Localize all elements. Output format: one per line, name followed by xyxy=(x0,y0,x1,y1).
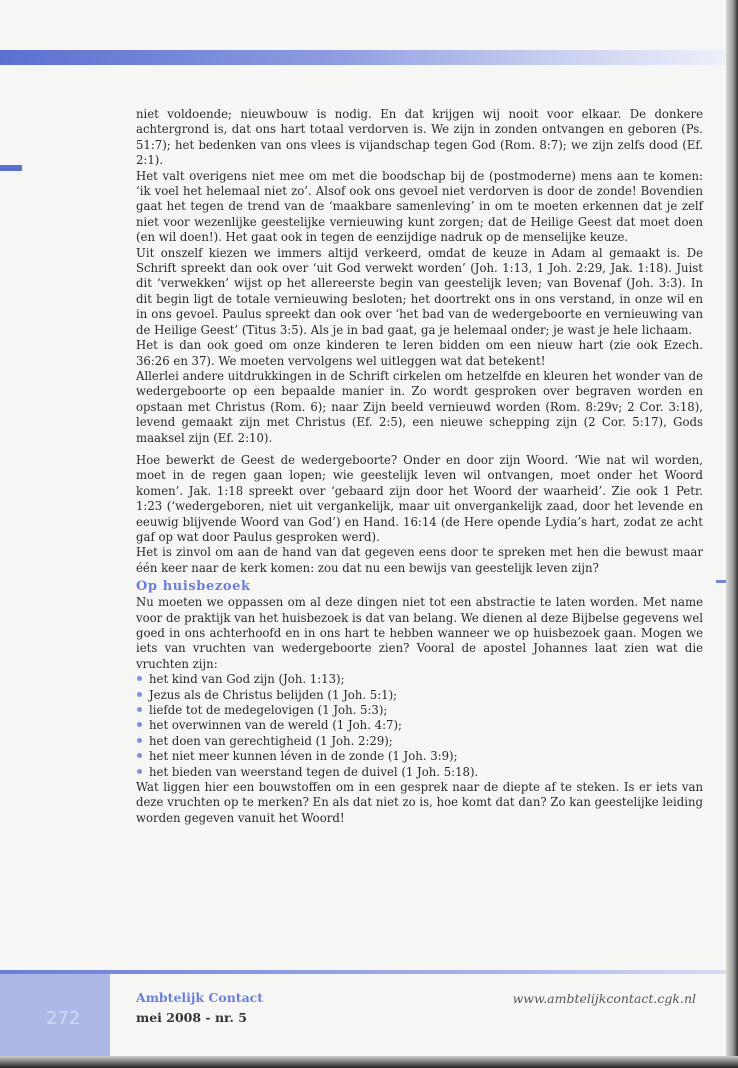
paragraph: Hoe bewerkt de Geest de wedergeboorte? Onder en door zijn Woord. ‘Wie nat wil worden, moet in de regen gaan lopen; wie geestelijk leven wil ontvangen, moet onder het Woord komen’. Jak. 1:18 spreekt over ‘gebaard zijn door het Woord der waarheid’. Zie ook 1 Petr. 1:23 (‘wedergeboren, niet uit vergankelijk, maar uit onvergankelijk zaad, door het levende en eeuwig blijvende Woord van God’) en Hand. 16:14 (de Here opende Lydia’s hart, zodat ze acht gaf op wat door Paulus gesproken werd). xyxy=(136,452,703,544)
paragraph: Het valt overigens niet mee om met die boodschap bij de (postmoderne) mens aan te komen: ‘ik voel het helemaal niet zo’. Alsof ook ons gevoel niet verdorven is door de zonde! Bovendien gaat het tegen de trend van de ‘maakbare samenleving’ in om te moeten erkennen dat je zelf niet voor wezenlijke geestelijke vernieuwing kunt zorgen; dat de Heilige Geest dat moet doen (en wil doen!). Het gaat ook in tegen de eenzijdige nadruk op de menselijke keuze. xyxy=(136,168,703,245)
paragraph: Allerlei andere uitdrukkingen in de Schrift cirkelen om hetzelfde en kleuren het wonder van de wedergeboorte op een bepaalde manier in. Zo wordt gesproken over begraven worden en opstaan met Christus (Rom. 6); naar Zijn beeld vernieuwd worden (Rom. 8:29v; 2 Cor. 3:18), levend gemaakt zijn met Christus (Ef. 2:5), een nieuwe schepping zijn (2 Cor. 5:17), Gods maaksel zijn (Ef. 2:10). xyxy=(136,368,703,445)
list-item: Jezus als de Christus belijden (1 Joh. 5:1); xyxy=(136,688,703,703)
list-item: het niet meer kunnen léven in de zonde (1 Joh. 3:9); xyxy=(136,749,703,764)
paragraph: Het is dan ook goed om onze kinderen te leren bidden om een nieuw hart (zie ook Ezech. 36:26 en 37). We moeten vervolgens wel uitleggen wat dat betekent! xyxy=(136,338,703,368)
page-number: 272 xyxy=(46,1008,81,1029)
list-item: het kind van God zijn (Joh. 1:13); xyxy=(136,672,703,687)
website-url: www.ambtelijkcontact.cgk.nl xyxy=(512,991,696,1006)
closing-paragraph: Wat liggen hier een bouwstoffen om in een gesprek naar de diepte af te steken. Is er iets van deze vruchten op te merken? En als dat niet zo is, hoe komt dat dan? Zo kan geestelijke leiding worden gegeven vanuit het Woord! xyxy=(136,780,703,825)
bullet-icon xyxy=(137,676,142,681)
scan-edge xyxy=(0,1056,738,1068)
scan-edge xyxy=(726,0,738,1068)
bullet-icon xyxy=(137,738,142,743)
edge-marker xyxy=(716,580,726,583)
paragraph: niet voldoende; nieuwbouw is nodig. En dat krijgen wij nooit voor elkaar. De donkere achtergrond is, dat ons hart totaal verdorven is. We zijn in zonden ontvangen en geboren (Ps. 51:7); het bedenken van ons vlees is vijandschap tegen God (Rom. 8:7); we zijn zelfs dood (Ef. 2:1). xyxy=(136,107,703,168)
bullet-icon xyxy=(137,722,142,727)
section-intro: Nu moeten we oppassen om al deze dingen niet tot een abstractie te laten worden. Met name voor de praktijk van het huisbezoek is dat van belang. We dienen al deze Bijbelse gegevens wel goed in ons achterhoofd en in ons hart te hebben wanneer we op huisbezoek gaan. Mogen we iets van vruchten van wedergeboorte zien? Vooral de apostel Johannes laat zien wat die vruchten zijn: xyxy=(136,595,703,671)
list-item: het bieden van weerstand tegen de duivel (1 Joh. 5:18). xyxy=(136,765,703,780)
margin-marker xyxy=(0,165,22,171)
list-item: het doen van gerechtigheid (1 Joh. 2:29); xyxy=(136,734,703,749)
fruits-list xyxy=(136,672,703,780)
section-heading: Op huisbezoek xyxy=(136,579,251,595)
bullet-icon xyxy=(137,692,142,697)
paragraph: Uit onszelf kiezen we immers altijd verkeerd, omdat de keuze in Adam al gemaakt is. De Schrift spreekt dan ook over ‘uit God verwekt worden’ (Joh. 1:13, 1 Joh. 2:29, Jak. 1:18). Juist dit ‘verwekken’ wijst op het allereerste begin van geestelijk leven; van Bovenaf (Joh. 3:3). In dit begin ligt de totale vernieuwing besloten; het doortrekt ons in ons verstand, in onze wil en in ons gevoel. Paulus spreekt dan ook over ‘het bad van de wedergeboorte en vernieuwing van de Heilige Geest’ (Titus 3:5). Als je in bad gaat, ga je helemaal onder; je wast je hele lichaam. xyxy=(136,245,703,337)
bullet-icon xyxy=(137,707,142,712)
issue-label: mei 2008 - nr. 5 xyxy=(136,1010,247,1025)
list-item: liefde tot de medegelovigen (1 Joh. 5:3); xyxy=(136,703,703,718)
bullet-icon xyxy=(137,769,142,774)
article-body xyxy=(136,107,703,826)
header-color-band xyxy=(0,50,726,65)
paragraph: Het is zinvol om aan de hand van dat gegeven eens door te spreken met hen die bewust maar één keer naar de kerk komen: zou dat nu een bewijs van geestelijk leven zijn? xyxy=(136,545,703,575)
list-item: het overwinnen van de wereld (1 Joh. 4:7); xyxy=(136,718,703,733)
magazine-title: Ambtelijk Contact xyxy=(136,990,264,1005)
bullet-icon xyxy=(137,753,142,758)
